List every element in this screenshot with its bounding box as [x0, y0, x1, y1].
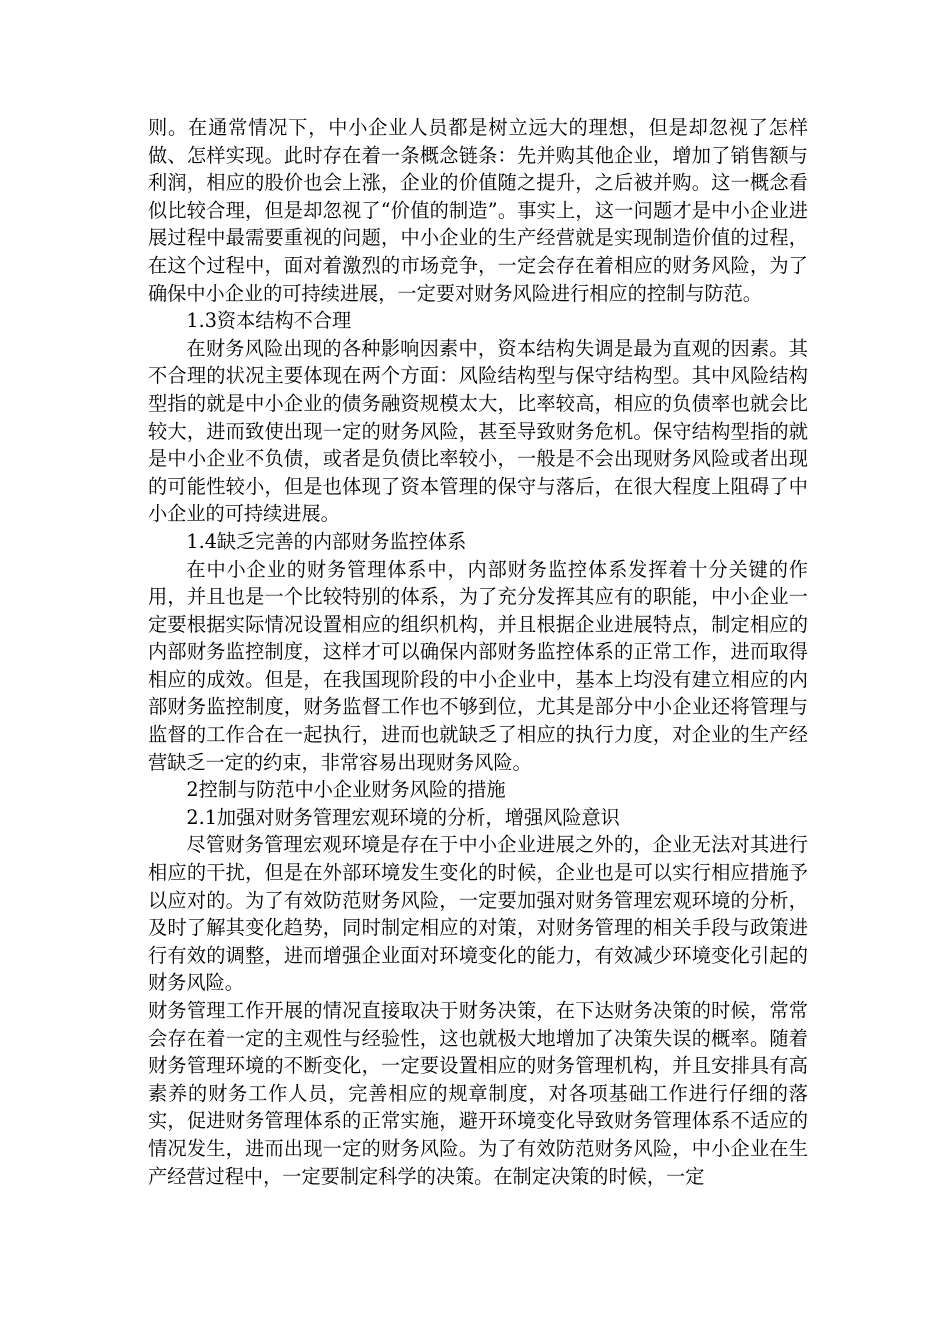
paragraph-capital-structure: 在财务风险出现的各种影响因素中，资本结构失调是最为直观的因素。其不合理的状况主要体现在两个方面：风险结构型与保守结构型。其中风险结构型指的就是中小企业的债务融资规模太大，比率较高，相应的负债率也就会比较大，进而致使出现一定的财务风险，甚至导致财务危机。保守结构型指的就是中小企业不负债，或者是负债比率较小，一般是不会出现财务风险或者出现的可能性较小，但是也体现了资本管理的保守与落后，在很大程度上阻碍了中小企业的可持续进展。	[148, 336, 808, 526]
section-heading-2-1: 2.1加强对财务管理宏观环境的分析，增强风险意识	[186, 805, 620, 829]
document-page	[148, 114, 808, 1190]
section-heading-1-3: 1.3资本结构不合理	[186, 309, 352, 333]
paragraph-financial-decision: 财务管理工作开展的情况直接取决于财务决策，在下达财务决策的时候，常常会存在着一定的主观性与经验性，这也就极大地增加了决策失误的概率。随着财务管理环境的不断变化，一定要设置相应的财务管理机构，并且安排具有高素养的财务工作人员，完善相应的规章制度，对各项基础工作进行仔细的落实，促进财务管理体系的正常实施，避开环境变化导致财务管理体系不适应的情况发生，进而出现一定的财务风险。为了有效防范财务风险，中小企业在生产经营过程中，一定要制定科学的决策。在制定决策的时候，一定	[148, 999, 808, 1188]
section-heading-2: 2控制与防范中小企业财务风险的措施	[186, 778, 506, 802]
section-heading-1-4: 1.4缺乏完善的内部财务监控体系	[186, 529, 467, 553]
paragraph-macro-environment: 尽管财务管理宏观环境是存在于中小企业进展之外的，企业无法对其进行相应的干扰，但是在外部环境发生变化的时候，企业也是可以实行相应措施予以应对的。为了有效防范财务风险，一定要加强对财务管理宏观环境的分析，及时了解其变化趋势，同时制定相应的对策，对财务管理的相关手段与政策进行有效的调整，进而增强企业面对环境变化的能力，有效减少环境变化引起的财务风险。	[148, 833, 808, 995]
paragraph-internal-control: 在中小企业的财务管理体系中，内部财务监控体系发挥着十分关键的作用，并且也是一个比较特别的体系，为了充分发挥其应有的职能，中小企业一定要根据实际情况设置相应的组织机构，并且根据企业进展特点，制定相应的内部财务监控制度，这样才可以确保内部财务监控体系的正常工作，进而取得相应的成效。但是，在我国现阶段的中小企业中，基本上均没有建立相应的内部财务监控制度，财务监督工作也不够到位，尤其是部分中小企业还将管理与监督的工作合在一起执行，进而也就缺乏了相应的执行力度，对企业的生产经营缺乏一定的约束，非常容易出现财务风险。	[148, 557, 808, 774]
paragraph-intro-continued: 则。在通常情况下，中小企业人员都是树立远大的理想，但是却忽视了怎样做、怎样实现。此时存在着一条概念链条：先并购其他企业，增加了销售额与利润，相应的股价也会上涨，企业的价值随之提升，之后被并购。这一概念看似比较合理，但是却忽视了“价值的制造”。事实上，这一问题才是中小企业进展过程中最需要重视的问题，中小企业的生产经营就是实现制造价值的过程，在这个过程中，面对着激烈的市场竞争，一定会存在着相应的财务风险，为了确保中小企业的可持续进展，一定要对财务风险进行相应的控制与防范。	[148, 116, 808, 305]
